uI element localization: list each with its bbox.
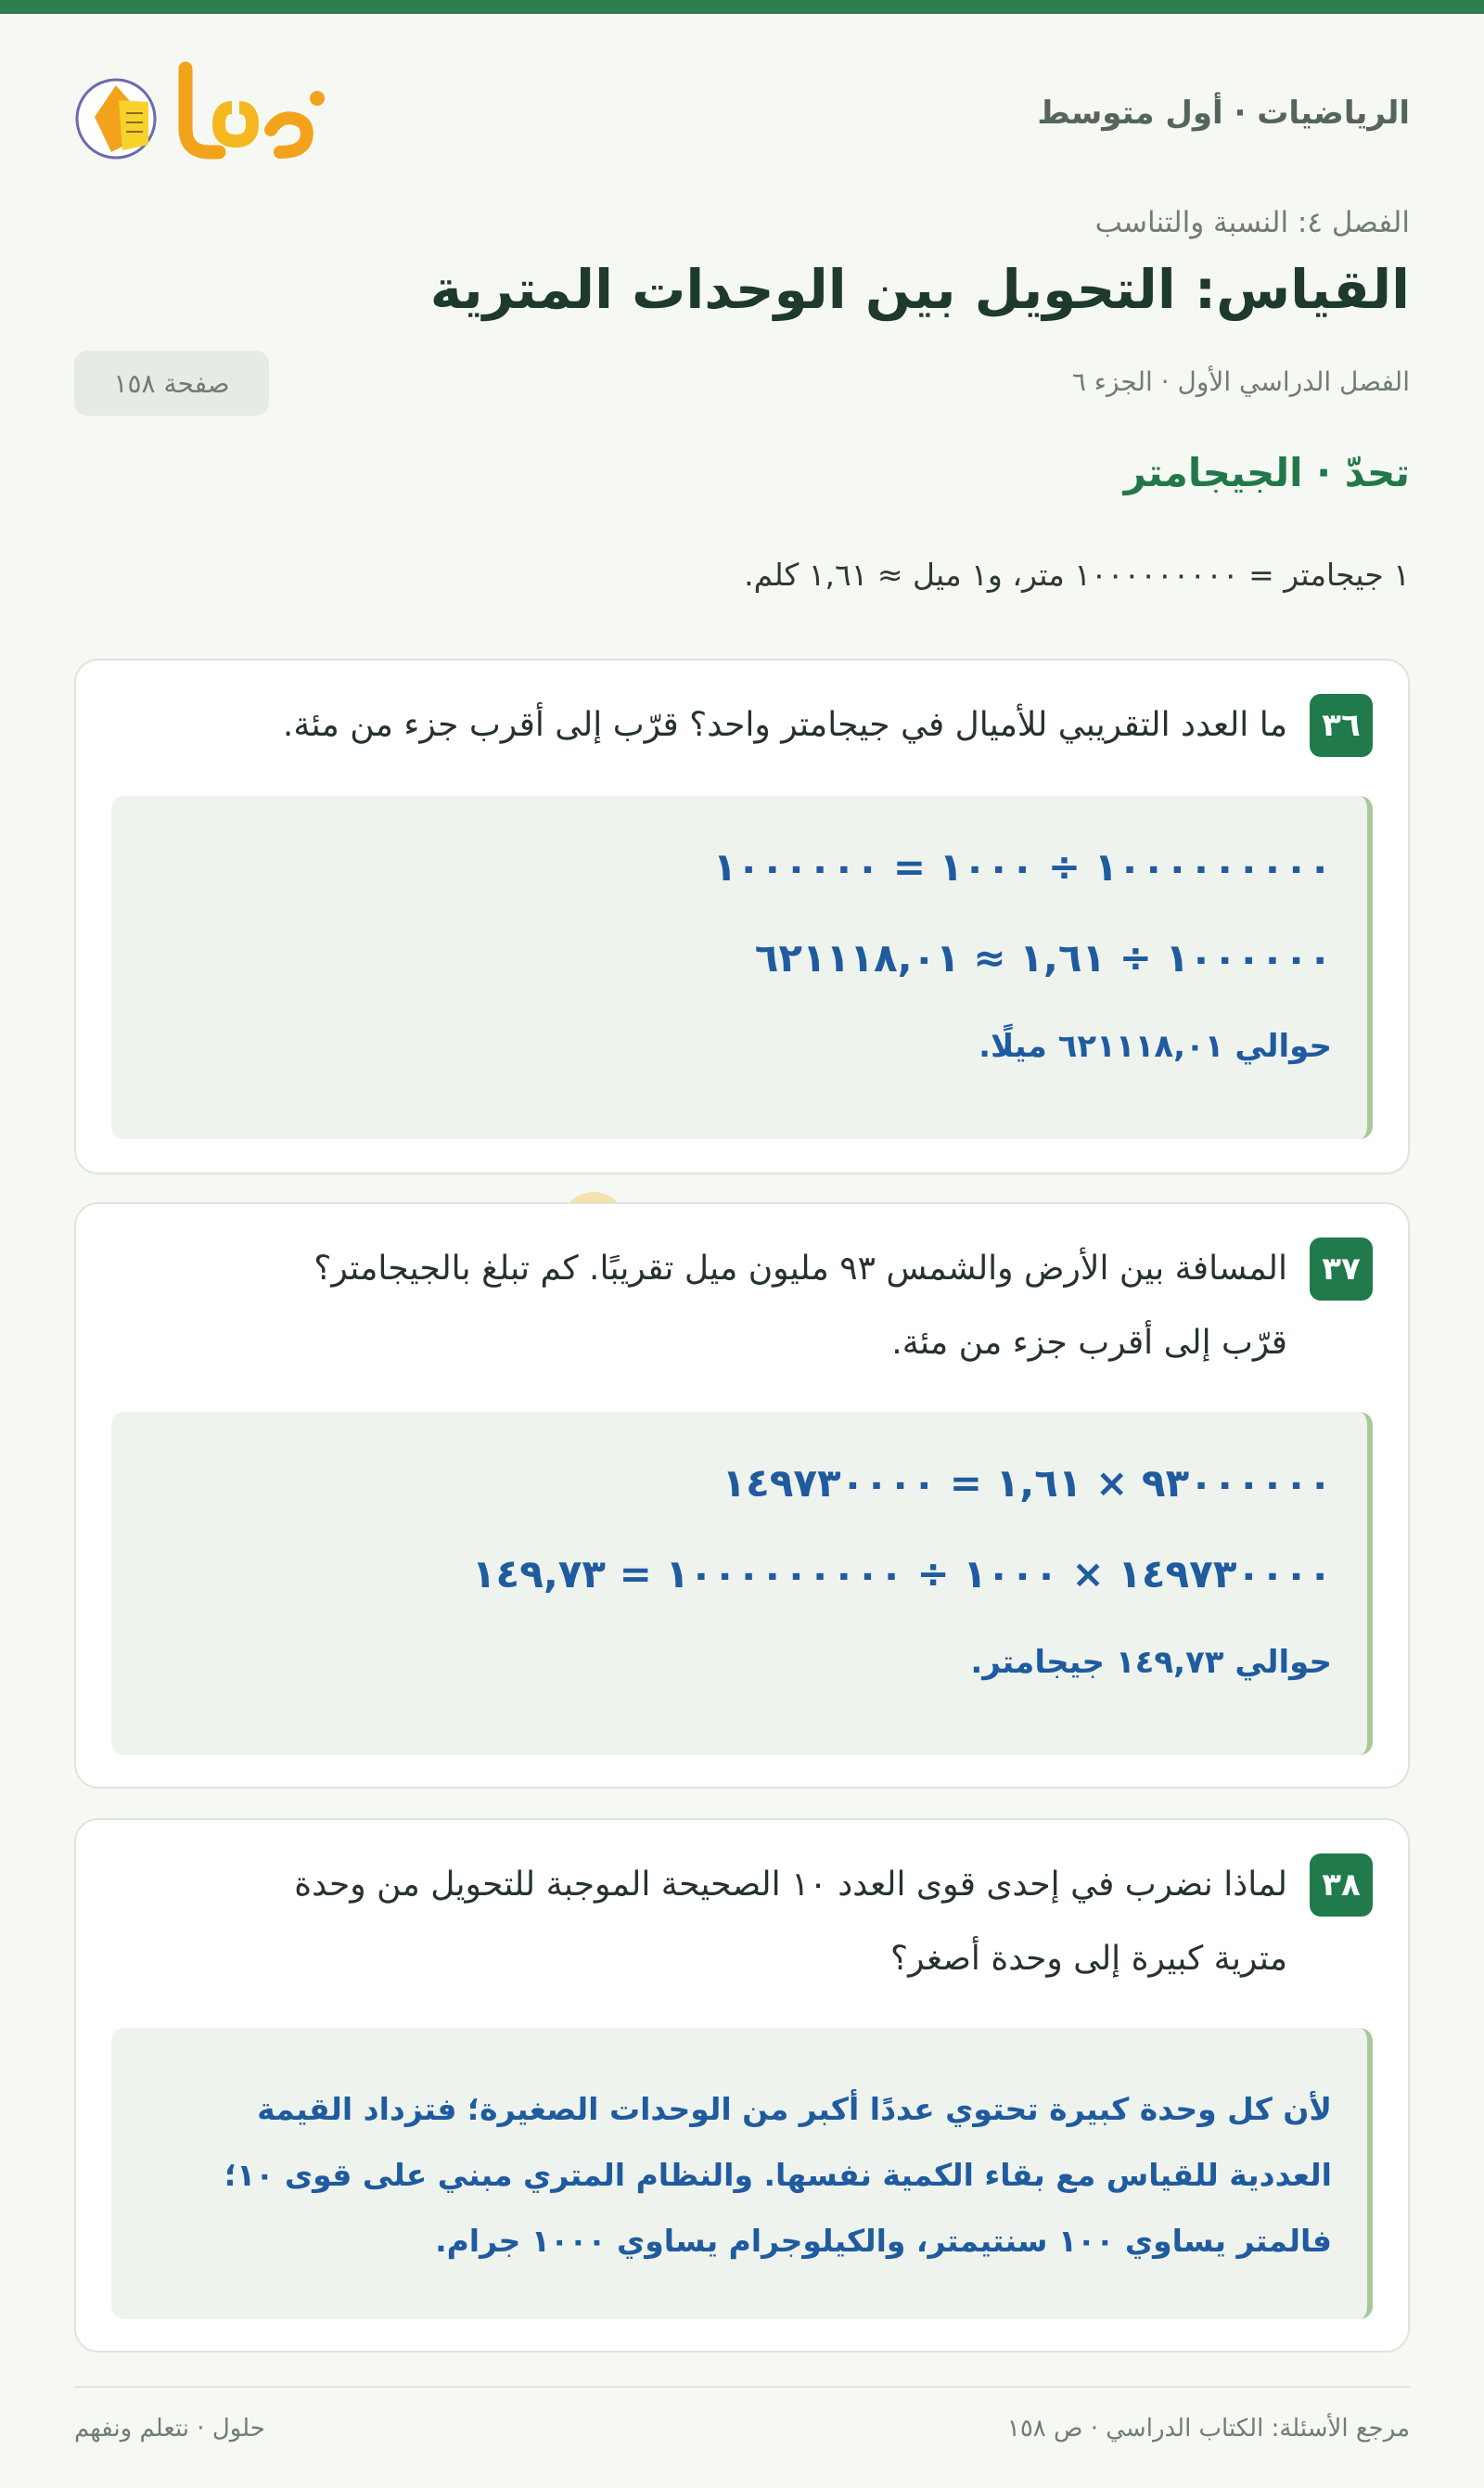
page-badge: صفحة ١٥٨: [74, 351, 269, 416]
answer-box: [111, 2028, 1373, 2319]
question-text: لماذا نضرب في إحدى قوى العدد ١٠ الصحيحة الموجبة للتحويل من وحدة: [294, 1866, 1287, 1904]
page-header: [74, 56, 1410, 176]
hulul-logo[interactable]: [74, 56, 339, 176]
solution-equation: ١٤٩٧٣٠٠٠٠ × ١٠٠٠ ÷ ١٠٠٠٠٠٠٠٠٠ = ١٤٩,٧٣: [471, 1551, 1332, 1597]
solution-equation: ١٠٠٠٠٠٠٠٠٠ ÷ ١٠٠٠ = ١٠٠٠٠٠٠: [712, 844, 1332, 890]
question-text: المسافة بين الأرض والشمس ٩٣ مليون ميل تقريبًا. كم تبلغ بالجيجامتر؟: [313, 1250, 1287, 1288]
footer-brand: حلول · نتعلم ونفهم: [74, 2415, 265, 2443]
question-card-36: [74, 659, 1410, 1174]
subject-label: الرياضيات · أول متوسط: [1037, 95, 1410, 132]
question-text: مترية كبيرة إلى وحدة أصغر؟: [890, 1940, 1287, 1978]
question-number-badge: ٣٨: [1310, 1853, 1373, 1917]
solution-equation: ١٠٠٠٠٠٠ ÷ ١,٦١ ≈ ٦٢١١١٨,٠١: [754, 935, 1332, 981]
answer-text: لأن كل وحدة كبيرة تحتوي عددًا أكبر من الوحدات الصغيرة؛ فتزداد القيمة: [257, 2091, 1332, 2127]
question-number-badge: ٣٧: [1310, 1238, 1373, 1301]
footer-divider: [74, 2386, 1410, 2388]
lesson-title: القياس: التحويل بين الوحدات المترية: [429, 258, 1410, 321]
solution-conclusion: حوالي ٦٢١١١٨,٠١ ميلًا.: [979, 1028, 1332, 1065]
semester-label: الفصل الدراسي الأول · الجزء ٦: [1071, 366, 1410, 397]
answer-box: [111, 796, 1373, 1139]
question-text: قرّب إلى أقرب جزء من مئة.: [891, 1324, 1287, 1362]
answer-box: [111, 1412, 1373, 1755]
section-intro: ١ جيجامتر = ١٠٠٠٠٠٠٠٠٠ متر، و١ ميل ≈ ١,٦١ كلم.: [744, 557, 1410, 593]
solution-equation: ٩٣٠٠٠٠٠٠ × ١,٦١ = ١٤٩٧٣٠٠٠٠: [722, 1460, 1332, 1506]
footer-reference: مرجع الأسئلة: الكتاب الدراسي · ص ١٥٨: [1006, 2415, 1410, 2443]
top-accent-bar: [0, 0, 1484, 14]
question-card-38: [74, 1818, 1410, 2353]
question-card-37: [74, 1202, 1410, 1789]
question-number-badge: ٣٦: [1310, 694, 1373, 757]
answer-text: فالمتر يساوي ١٠٠ سنتيمتر، والكيلوجرام يساوي ١٠٠٠ جرام.: [435, 2223, 1332, 2259]
solution-conclusion: حوالي ١٤٩,٧٣ جيجامتر.: [970, 1644, 1332, 1681]
chapter-label: الفصل ٤: النسبة والتناسب: [1094, 206, 1410, 239]
question-text: ما العدد التقريبي للأميال في جيجامتر واحد؟ قرّب إلى أقرب جزء من مئة.: [282, 706, 1287, 744]
section-title: تحدّ · الجيجامتر: [1123, 450, 1410, 495]
answer-text: العددية للقياس مع بقاء الكمية نفسها. والنظام المتري مبني على قوى ١٠؛: [224, 2157, 1332, 2193]
